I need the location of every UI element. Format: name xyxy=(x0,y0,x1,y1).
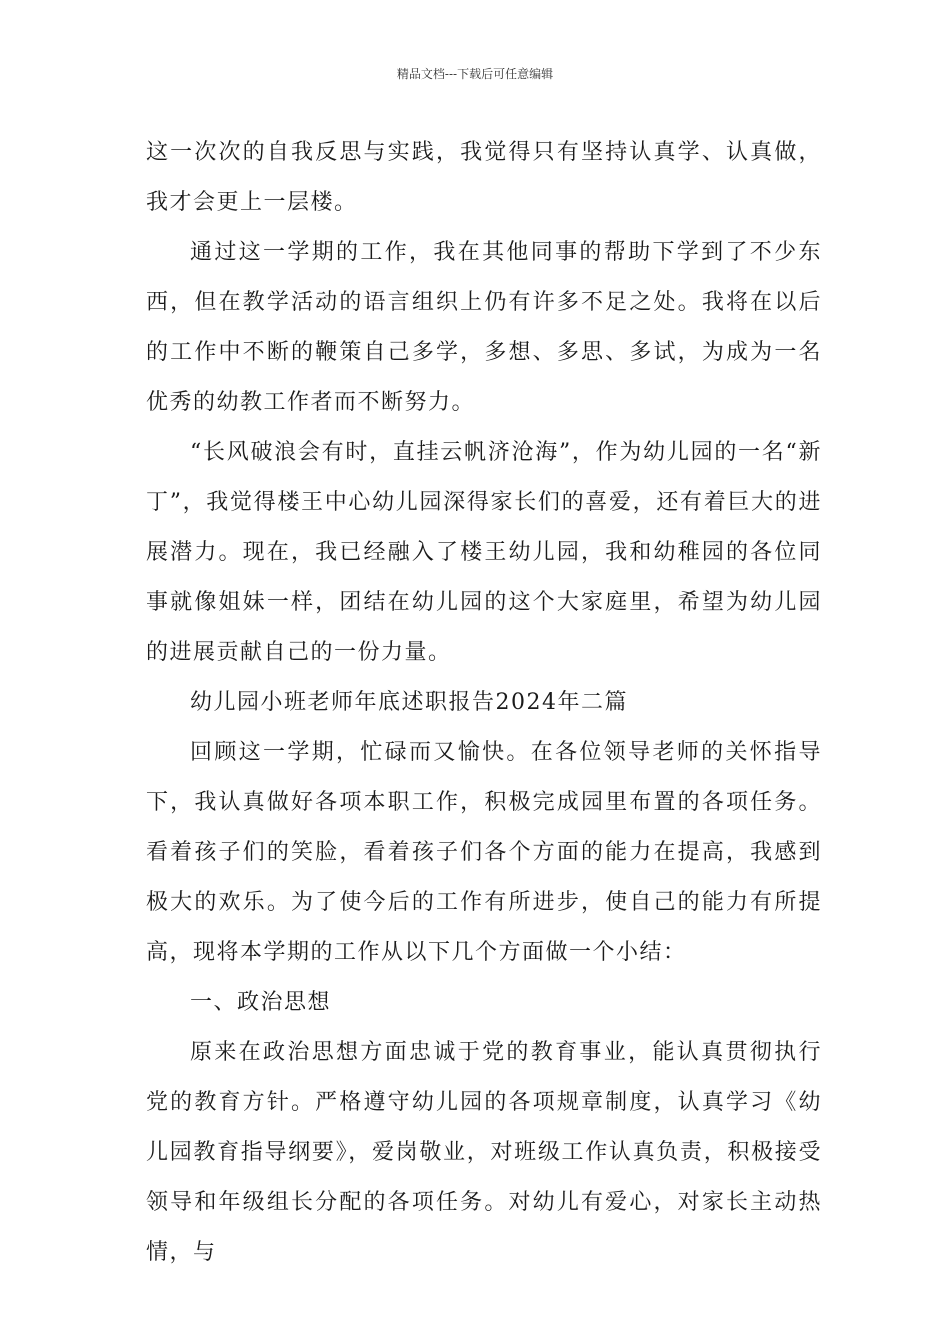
document-body xyxy=(146,128,822,1278)
paragraph-3: “长风破浪会有时，直挂云帆济沧海”，作为幼儿园的一名“新丁”，我觉得楼王中心幼儿园深得家长们的喜爱，还有着巨大的进展潜力。现在，我已经融入了楼王幼儿园，我和幼稚园的各位同事就像姐妹一样，团结在幼儿园的这个大家庭里，希望为幼儿园的进展贡献自己的一份力量。 xyxy=(146,440,822,665)
section-heading-politics: 一、政治思想 xyxy=(190,990,332,1015)
paragraph-1: 这一次次的自我反思与实践，我觉得只有坚持认真学、认真做，我才会更上一层楼。 xyxy=(146,140,822,215)
paragraph-2: 通过这一学期的工作，我在其他同事的帮助下学到了不少东西，但在教学活动的语言组织上仍有许多不足之处。我将在以后的工作中不断的鞭策自己多学，多想、多思、多试，为成为一名优秀的幼教工作者而不断努力。 xyxy=(146,240,822,415)
paragraph-4: 回顾这一学期，忙碌而又愉快。在各位领导老师的关怀指导下，我认真做好各项本职工作，积极完成园里布置的各项任务。看着孩子们的笑脸，看着孩子们各个方面的能力在提高，我感到极大的欢乐。为了使今后的工作有所进步，使自己的能力有所提高，现将本学期的工作从以下几个方面做一个小结： xyxy=(146,740,822,965)
section-title: 幼儿园小班老师年底述职报告2024年二篇 xyxy=(190,690,628,715)
page-header: 精品文档---下载后可任意编辑 xyxy=(396,67,554,81)
paragraph-5: 原来在政治思想方面忠诚于党的教育事业，能认真贯彻执行党的教育方针。严格遵守幼儿园的各项规章制度，认真学习《幼儿园教育指导纲要》，爱岗敬业，对班级工作认真负责，积极接受领导和年级组长分配的各项任务。对幼儿有爱心，对家长主动热情，与 xyxy=(146,1040,822,1265)
